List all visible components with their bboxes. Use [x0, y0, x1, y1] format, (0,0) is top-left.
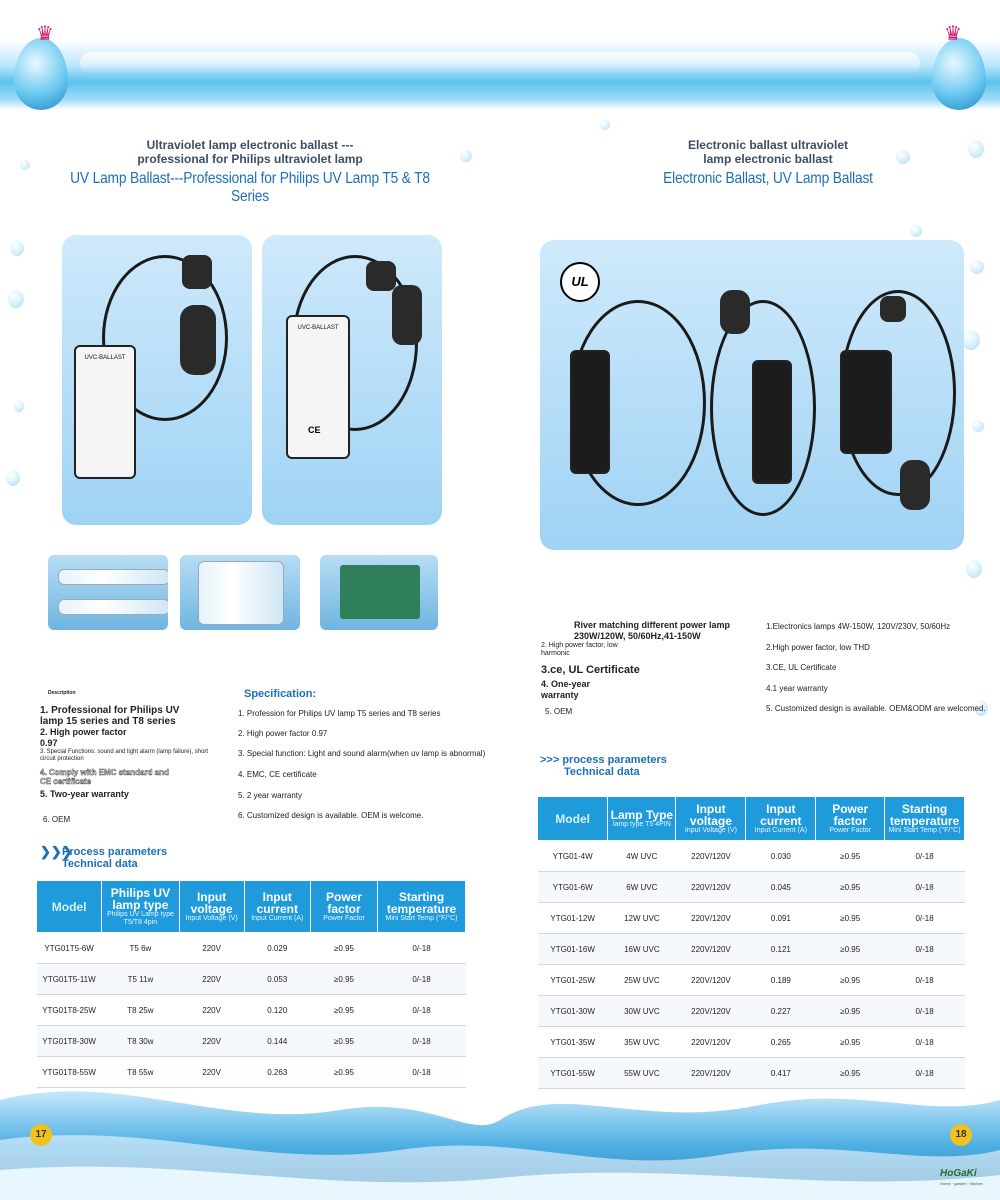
table-row [37, 995, 466, 1026]
table-cell: 220V/120V [676, 903, 746, 934]
description-tag: Description [48, 690, 76, 696]
ballast-unit [840, 350, 892, 454]
water-drop-icon [896, 150, 910, 164]
col-power-factor: Power factor Power Factor [310, 881, 377, 933]
right-spec-item-3: 3.CE, UL Certificate [766, 663, 837, 672]
table-cell: 0/-18 [885, 903, 965, 934]
circuit-board-thumbnail [320, 555, 438, 630]
table-cell: 220V [179, 995, 244, 1026]
table-cell: YTG01-55W [538, 1058, 608, 1089]
table-cell: ≥0.95 [310, 933, 377, 964]
table-row [538, 996, 965, 1027]
water-drop-icon [6, 470, 20, 486]
table-cell: 4W UVC [608, 841, 676, 872]
right-desc-item-3: 3.ce, UL Certificate [541, 664, 640, 676]
right-desc-item-5: 5. OEM [545, 707, 573, 716]
col-input-current: Input current Input Current (A) [746, 797, 816, 841]
table-cell: 0/-18 [885, 996, 965, 1027]
right-desc-item-4: 4. One-year warranty [541, 679, 591, 700]
water-drop-icon [910, 225, 922, 237]
spec-item-3: 3. Special function: Light and sound alarm(when uv lamp is abnormal) [238, 749, 486, 758]
col-lamp-type: Lamp Type lamp type T5 4PIN [608, 797, 676, 841]
table-cell: 0/-18 [378, 1057, 466, 1088]
table-cell: ≥0.95 [816, 841, 885, 872]
left-title-line-2: professional for Philips ultraviolet lamp [137, 152, 363, 166]
table-cell: ≥0.95 [816, 1027, 885, 1058]
table-cell: ≥0.95 [310, 1057, 377, 1088]
table-cell: YTG01-35W [538, 1027, 608, 1058]
spec-item-2: 2. High power factor 0.97 [238, 729, 328, 738]
left-brand-mark-icon: ♛ [36, 23, 54, 45]
ballast-photo-2 [262, 235, 442, 525]
water-drop-icon [968, 140, 984, 158]
water-drop-icon [8, 290, 24, 308]
table-cell: ≥0.95 [310, 964, 377, 995]
uv-tube [58, 569, 168, 585]
table-cell: 220V/120V [676, 965, 746, 996]
water-drop-icon [972, 420, 984, 432]
table-cell: 35W UVC [608, 1027, 676, 1058]
desc-item-3: 3. Special Functions: sound and light alarm (lamp failure), short circuit protection [40, 749, 209, 762]
table-cell: 220V [179, 1026, 244, 1057]
power-plug-icon [880, 296, 906, 322]
table-cell: ≥0.95 [816, 996, 885, 1027]
table-cell: 0.120 [244, 995, 310, 1026]
table-cell: 55W UVC [608, 1058, 676, 1089]
ce-mark-icon: CE [308, 425, 321, 435]
left-process-heading: Process parameters [62, 846, 168, 858]
table-cell: 0/-18 [378, 933, 466, 964]
table-cell: ≥0.95 [816, 934, 885, 965]
left-title-line-1: Ultraviolet lamp electronic ballast --- [146, 138, 354, 152]
table-cell: 0.144 [244, 1026, 310, 1057]
right-technical-data-heading: Technical data [564, 766, 640, 778]
right-title-line-1: Electronic ballast ultraviolet [687, 138, 849, 152]
uv-tube [198, 561, 284, 625]
table-cell: T8 30w [102, 1026, 179, 1057]
table-cell: 30W UVC [608, 996, 676, 1027]
ballast-unit [752, 360, 792, 484]
top-water-banner [0, 40, 1000, 110]
right-process-heading: >>> process parameters [540, 754, 667, 766]
hogaki-brand: HoGaKi [940, 1168, 977, 1179]
right-desc-item-2: 2. High power factor, low harmonic [541, 642, 618, 657]
left-technical-table [36, 880, 466, 1088]
table-cell: 25W UVC [608, 965, 676, 996]
table-cell: ≥0.95 [816, 1058, 885, 1089]
table-row [538, 872, 965, 903]
spec-item-4: 4. EMC, CE certificate [238, 770, 317, 779]
table-cell: 0.265 [746, 1027, 816, 1058]
table-cell: 0.263 [244, 1057, 310, 1088]
ul-ballast-photo [540, 240, 964, 550]
desc-item-5: 5. Two-year warranty [40, 789, 129, 799]
right-desc-intro-2: 230W/120W, 50/60Hz,41-150W [574, 631, 701, 641]
desc-item-1: 1. Professional for Philips UV lamp 15 series and T8 series [40, 705, 180, 727]
table-cell: 12W UVC [608, 903, 676, 934]
table-row [538, 841, 965, 872]
table-cell: 0.189 [746, 965, 816, 996]
uv-tube-thumbnail [48, 555, 168, 630]
water-drop-icon [460, 150, 472, 162]
table-cell: 16W UVC [608, 934, 676, 965]
col-starting-temperature: Starting temperature Mini Start Temp (°F/°C) [378, 881, 466, 933]
right-desc-intro-1: River matching different power lamp [574, 620, 731, 630]
table-cell: 220V/120V [676, 841, 746, 872]
hogaki-tagline: Home · garden · kitchen [940, 1181, 983, 1186]
left-page-title: UV Lamp Ballast---Professional for Philips UV Lamp T5 & T8 Series [70, 170, 430, 205]
uv-tube-closeup-thumbnail [180, 555, 300, 630]
table-cell: YTG01-4W [538, 841, 608, 872]
table-cell: YTG01-6W [538, 872, 608, 903]
right-spec-item-4: 4.1 year warranty [766, 684, 828, 693]
table-cell: 220V [179, 933, 244, 964]
right-brand-mark-icon: ♛ [944, 23, 962, 45]
table-cell: 0.091 [746, 903, 816, 934]
ul-certification-logo: UL [560, 262, 600, 302]
right-spec-item-1: 1.Electronics lamps 4W-150W, 120V/230V, 50/60Hz [766, 622, 951, 631]
lamp-socket [392, 285, 422, 345]
table-cell: 220V/120V [676, 1058, 746, 1089]
table-cell: YTG01-12W [538, 903, 608, 934]
specification-heading: Specification: [244, 688, 317, 700]
lamp-socket [180, 305, 216, 375]
table-cell: T8 25w [102, 995, 179, 1026]
circuit-board [340, 565, 420, 619]
lamp-socket [720, 290, 750, 334]
table-cell: ≥0.95 [816, 903, 885, 934]
table-cell: YTG01-16W [538, 934, 608, 965]
table-cell: 0/-18 [885, 841, 965, 872]
left-technical-data-heading: Technical data [62, 858, 138, 870]
water-drop-icon [970, 260, 984, 274]
page-number-left: 17 [30, 1124, 52, 1146]
col-lamp-type: Philips UV lamp type Philips UV Lamp type T5/T8 4pin [102, 881, 179, 933]
table-cell: YTG01T5-6W [37, 933, 102, 964]
desc-item-6: 6. OEM [43, 815, 71, 824]
ballast-label: UVC-BALLAST [84, 355, 126, 361]
table-cell: ≥0.95 [310, 995, 377, 1026]
ballast-photo-1 [62, 235, 252, 525]
table-cell: 0/-18 [885, 965, 965, 996]
table-row [37, 964, 466, 995]
water-drop-icon [10, 240, 24, 256]
col-input-voltage: Input voltage Input Voltage (V) [676, 797, 746, 841]
table-cell: 220V/120V [676, 996, 746, 1027]
table-cell: ≥0.95 [816, 872, 885, 903]
ballast-unit [570, 350, 610, 474]
table-row [37, 933, 466, 964]
page-number-right: 18 [950, 1124, 972, 1146]
table-cell: ≥0.95 [816, 965, 885, 996]
table-row [538, 934, 965, 965]
table-cell: 0.227 [746, 996, 816, 1027]
ballast-unit [74, 345, 136, 479]
table-cell: T8 55w [102, 1057, 179, 1088]
right-page-title: Electronic Ballast, UV Lamp Ballast [663, 170, 873, 187]
table-cell: 0/-18 [378, 1026, 466, 1057]
table-cell: 220V [179, 964, 244, 995]
process-arrows-icon: ❯❯❯ [40, 844, 73, 859]
right-spec-item-2: 2.High power factor, low THD [766, 643, 870, 652]
table-cell: 220V/120V [676, 934, 746, 965]
table-cell: 0.029 [244, 933, 310, 964]
col-input-current: Input current Input Current (A) [244, 881, 310, 933]
ballast-unit [286, 315, 350, 459]
table-cell: 0/-18 [885, 934, 965, 965]
right-spec-item-5: 5. Customized design is available. OEM&ODM are welcomed. [766, 704, 986, 713]
table-cell: 0/-18 [885, 1027, 965, 1058]
table-cell: YTG01-30W [538, 996, 608, 1027]
table-cell: 220V/120V [676, 872, 746, 903]
table-cell: T5 11w [102, 964, 179, 995]
desc-item-4: 4. Comply with EMC standard and CE certificate [40, 768, 169, 786]
table-row [538, 965, 965, 996]
table-cell: 0/-18 [378, 995, 466, 1026]
table-cell: YTG01T5-11W [37, 964, 102, 995]
spec-item-1: 1. Profession for Philips UV lamp T5 series and T8 series [238, 709, 441, 718]
table-row [538, 1027, 965, 1058]
table-cell: 220V [179, 1057, 244, 1088]
water-drop-icon [966, 560, 982, 578]
banner-gloss [80, 52, 920, 74]
table-cell: 6W UVC [608, 872, 676, 903]
water-drop-icon [20, 160, 30, 170]
table-cell: 0.053 [244, 964, 310, 995]
right-title-line-2: lamp electronic ballast [703, 152, 833, 166]
table-cell: YTG01T8-55W [37, 1057, 102, 1088]
table-row [538, 903, 965, 934]
table-cell: 0.045 [746, 872, 816, 903]
table-cell: YTG01-25W [538, 965, 608, 996]
power-plug-icon [366, 261, 396, 291]
table-cell: T5 6w [102, 933, 179, 964]
table-cell: 0.030 [746, 841, 816, 872]
ballast-label: UVC-BALLAST [297, 325, 339, 331]
table-cell: 0/-18 [885, 1058, 965, 1089]
right-technical-table [537, 796, 965, 1089]
table-cell: 0.417 [746, 1058, 816, 1089]
spec-item-6: 6. Customized design is available. OEM is welcome. [238, 811, 424, 820]
lamp-socket [900, 460, 930, 510]
power-plug-icon [182, 255, 212, 289]
table-cell: 0/-18 [378, 964, 466, 995]
col-model: Model [538, 797, 608, 841]
table-cell: YTG01T8-30W [37, 1026, 102, 1057]
desc-item-2: 2. High power factor 0.97 [40, 727, 127, 748]
table-cell: YTG01T8-25W [37, 995, 102, 1026]
col-starting-temperature: Starting temperature Mini Start Temp (°F/°C) [885, 797, 965, 841]
col-input-voltage: Input voltage Input Voltage (V) [179, 881, 244, 933]
water-drop-icon [600, 120, 610, 130]
col-power-factor: Power factor Power Factor [816, 797, 885, 841]
uv-tube [58, 599, 168, 615]
water-drop-icon [14, 400, 24, 412]
table-row [37, 1026, 466, 1057]
table-cell: 0/-18 [885, 872, 965, 903]
col-model: Model [37, 881, 102, 933]
water-drop-icon [962, 330, 980, 350]
bottom-water-wave [0, 1060, 1000, 1200]
spec-item-5: 5. 2 year warranty [238, 791, 303, 800]
table-cell: ≥0.95 [310, 1026, 377, 1057]
table-cell: 220V/120V [676, 1027, 746, 1058]
table-cell: 0.121 [746, 934, 816, 965]
